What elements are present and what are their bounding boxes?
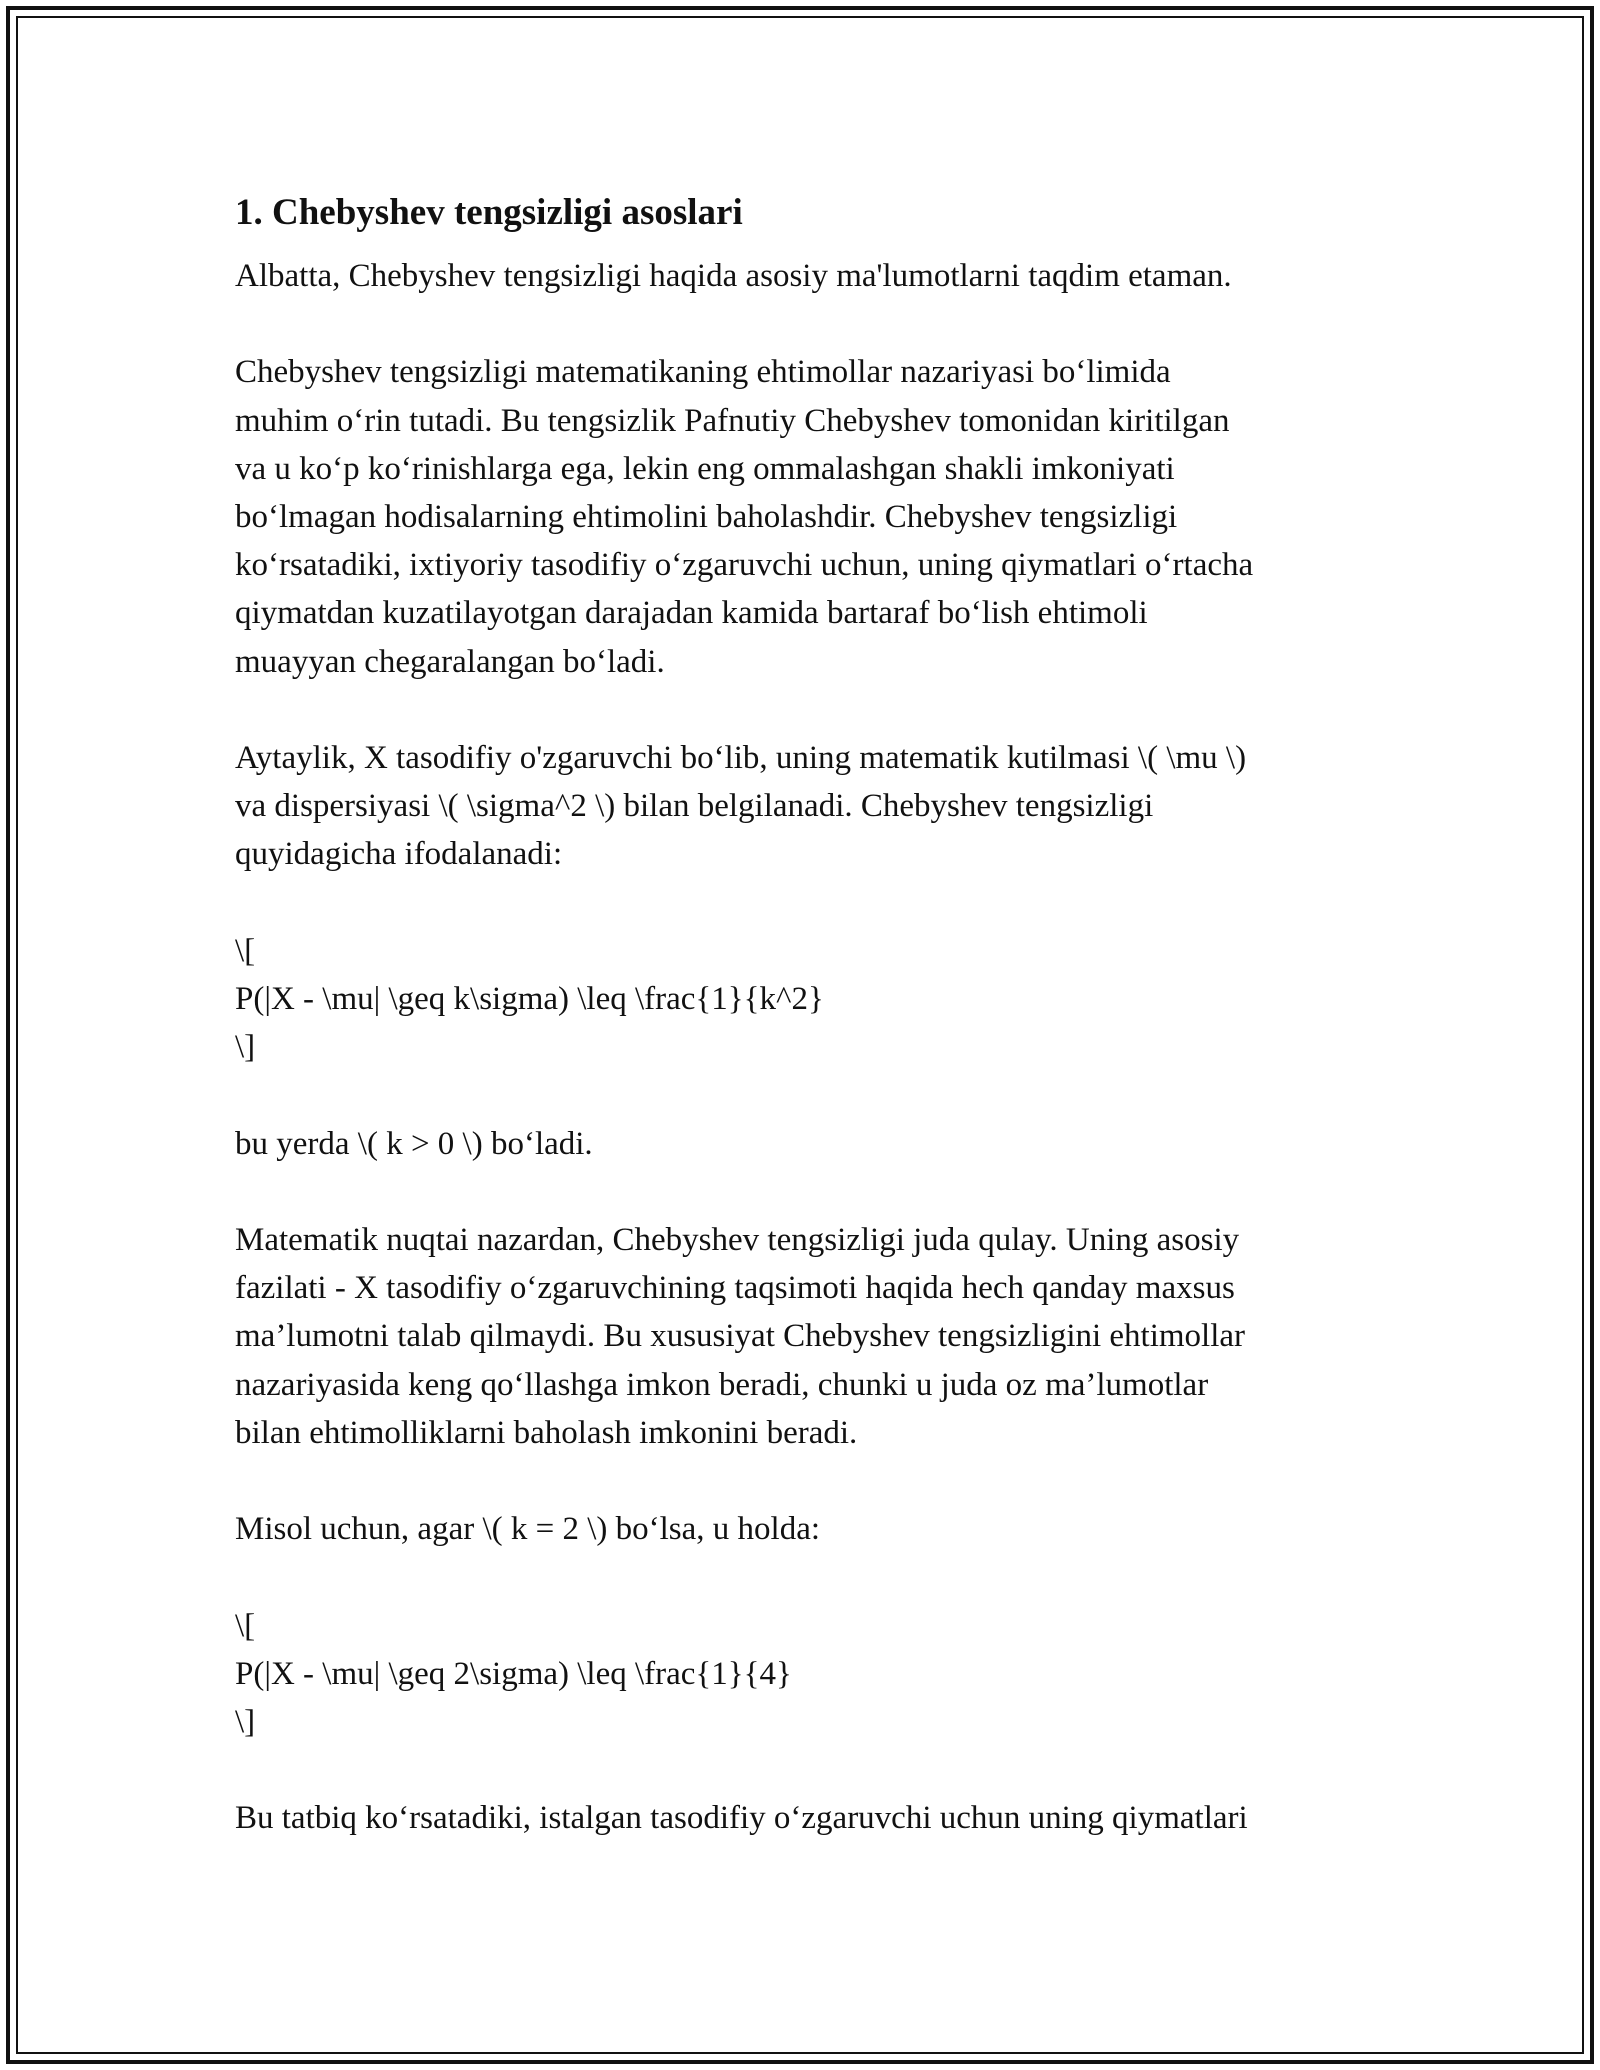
text-line: Bu tatbiq ko‘rsatadiki, istalgan tasodifiy o‘zgaruvchi uchun uning qiymatlari	[235, 1800, 1248, 1837]
document-body	[235, 183, 1395, 1891]
text-line: va u ko‘p ko‘rinishlarga ega, lekin eng ommalashgan shakli imkoniyati	[235, 450, 1175, 487]
paragraph	[235, 252, 1395, 300]
text-line: fazilati - X tasodifiy o‘zgaruvchining taqsimoti haqida hech qanday maxsus	[235, 1270, 1235, 1307]
text-line: Misol uchun, agar \( k = 2 \) bo‘lsa, u holda:	[235, 1511, 821, 1548]
text-line: bo‘lmagan hodisalarning ehtimolini baholashdir. Chebyshev tengsizligi	[235, 499, 1178, 535]
text-line: Chebyshev tengsizligi matematikaning ehtimollar nazariyasi bo‘limida	[235, 354, 1171, 391]
text-line: va dispersiyasi \( \sigma^2 \) bilan belgilanadi. Chebyshev tengsizligi	[235, 788, 1154, 825]
text-line: bu yerda \( k > 0 \) bo‘ladi.	[235, 1125, 593, 1162]
text-line: P(|X - \mu| \geq 2\sigma) \leq \frac{1}{4}	[235, 1655, 792, 1692]
text-line: \[	[235, 1607, 256, 1644]
paragraph	[235, 1794, 1395, 1842]
text-line: Matematik nuqtai nazardan, Chebyshev tengsizligi juda qulay. Uning asosiy	[235, 1221, 1240, 1258]
text-line: ma’lumotni talab qilmaydi. Bu xususiyat Chebyshev tengsizligini ehtimollar	[235, 1318, 1246, 1355]
text-line: qiymatdan kuzatilayotgan darajadan kamida bartaraf bo‘lish ehtimoli	[235, 595, 1148, 632]
paragraph	[235, 348, 1395, 685]
text-line: \]	[235, 1703, 256, 1740]
text-line: Aytaylik, X tasodifiy o'zgaruvchi bo‘lib, uning matematik kutilmasi \( \mu \)	[235, 740, 1247, 776]
paragraph	[235, 1602, 1395, 1747]
text-line: quyidagicha ifodalanadi:	[235, 836, 563, 873]
paragraph	[235, 927, 1395, 1072]
text-line: Albatta, Chebyshev tengsizligi haqida asosiy ma'lumotlarni taqdim etaman.	[235, 258, 1232, 294]
paragraph	[235, 1216, 1395, 1457]
text-line: P(|X - \mu| \geq k\sigma) \leq \frac{1}{k^2}	[235, 981, 824, 1017]
section-heading: 1. Chebyshev tengsizligi asoslari	[235, 192, 743, 233]
paragraph-list	[235, 252, 1395, 1843]
text-line: bilan ehtimolliklarni baholash imkonini beradi.	[235, 1414, 858, 1451]
paragraph	[235, 1120, 1395, 1168]
text-line: \]	[235, 1029, 256, 1066]
text-line: ko‘rsatadiki, ixtiyoriy tasodifiy o‘zgaruvchi uchun, uning qiymatlari o‘rtacha	[235, 547, 1254, 584]
text-line: \[	[235, 932, 256, 969]
text-line: muhim o‘rin tutadi. Bu tengsizlik Pafnutiy Chebyshev tomonidan kiritilgan	[235, 402, 1230, 439]
text-line: nazariyasida keng qo‘llashga imkon beradi, chunki u juda oz ma’lumotlar	[235, 1366, 1209, 1403]
paragraph	[235, 1505, 1395, 1553]
text-line: muayyan chegaralangan bo‘ladi.	[235, 643, 665, 680]
paragraph	[235, 734, 1395, 879]
